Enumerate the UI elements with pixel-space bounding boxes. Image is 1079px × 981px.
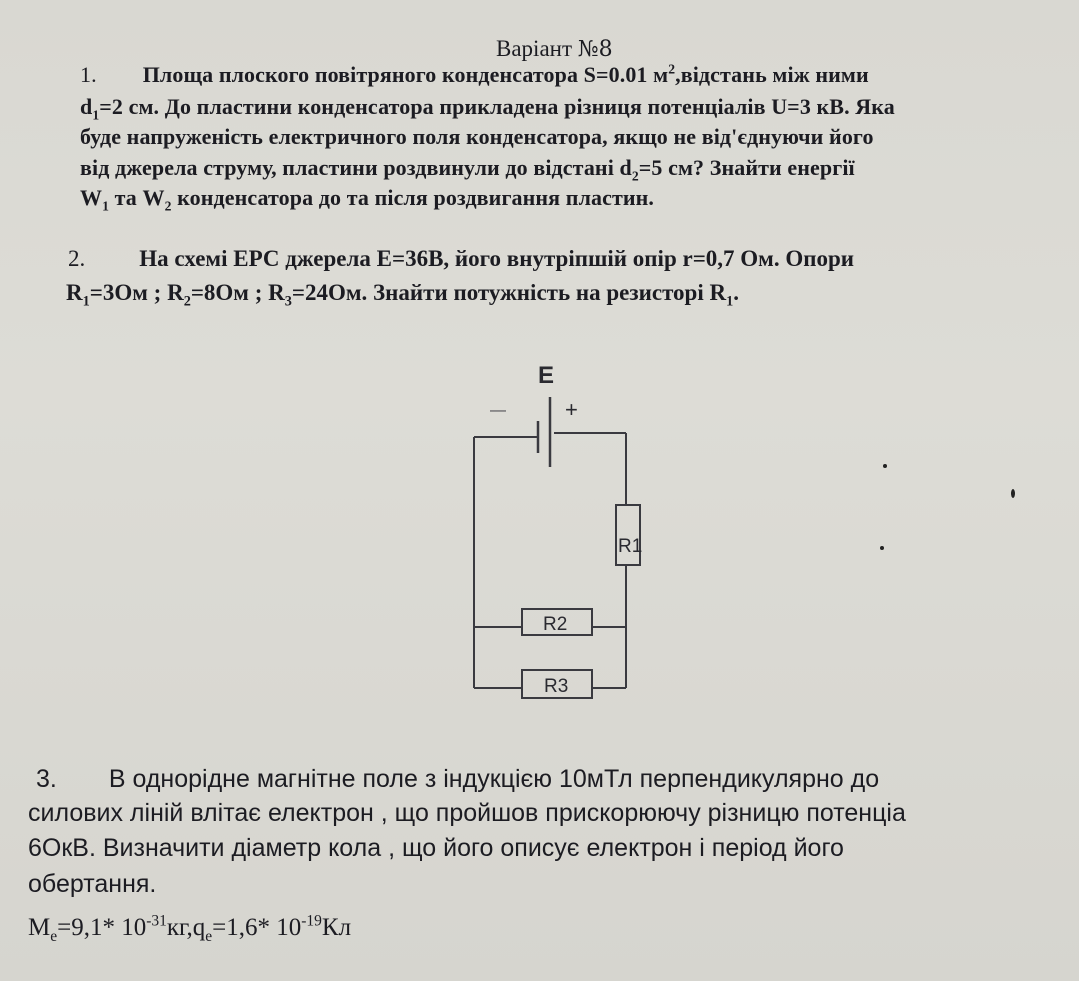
paper-speck: [1011, 489, 1015, 498]
task1-line3: буде напруженість електричного поля конденсатора, якщо не від'єднуючи його: [80, 124, 874, 149]
minus-sign: —: [490, 402, 506, 419]
task2-line1: 2. На схемі ЕРС джерела Е=36В, його внутріпшій опір r=0,7 Ом. Опори: [68, 246, 855, 271]
task3-line1: 3. В однорідне магнітне поле з індукцією 10мТл перпендикулярно до: [36, 765, 880, 793]
plus-sign: +: [565, 397, 578, 422]
task3-line4: обертання.: [28, 870, 157, 898]
variant-number: №8: [577, 37, 613, 62]
paper-speck: [883, 464, 887, 468]
task1-line5: $W_1$ та $W_2$ конденсатора до та після роздвигання пластин.: [80, 185, 655, 214]
task3-line5: $M_e=9,1*$ $10^{-31}кг,q_e=1,6*$ $10^{-19}Кл$: [28, 912, 352, 945]
task2-number: 2.: [68, 246, 86, 271]
task3-line3: 6ОкВ. Визначити діаметр кола , що його описує електрон і період його: [28, 834, 844, 862]
task3-number: 3.: [36, 765, 57, 793]
variant-title: [496, 36, 613, 62]
r1-label: R1: [618, 536, 643, 557]
variant-label: Варіант: [496, 36, 578, 61]
circuit-diagram: [450, 355, 660, 705]
task1-number: 1.: [80, 62, 97, 87]
paper-speck: [880, 546, 884, 550]
task1-line2: $d_1=2$ см. До пластини конденсатора прикладена різниця потенціалів U=3 кВ. Яка: [80, 94, 895, 123]
r2-label: R2: [543, 614, 568, 635]
task1-line4: від джерела струму, пластини роздвинули до відстані $d_2=5$ см? Знайти енергії: [80, 155, 855, 184]
source-label: E: [538, 362, 555, 389]
task3-line2: силових ліній влітає електрон , що пройшов прискорюючу різницю потенціа: [28, 799, 906, 827]
task1-line1: 1. Площа плоского повітряного конденсатора S=0.01 $м^2,відстань$ між ними: [80, 61, 869, 87]
task2-line2: $R_1=3Ом$ ; $R_2=8Ом$ ; $R_3=24Ом$. Знайти потужність на резисторі $R_1$.: [66, 280, 739, 310]
r3-label: R3: [544, 676, 569, 697]
